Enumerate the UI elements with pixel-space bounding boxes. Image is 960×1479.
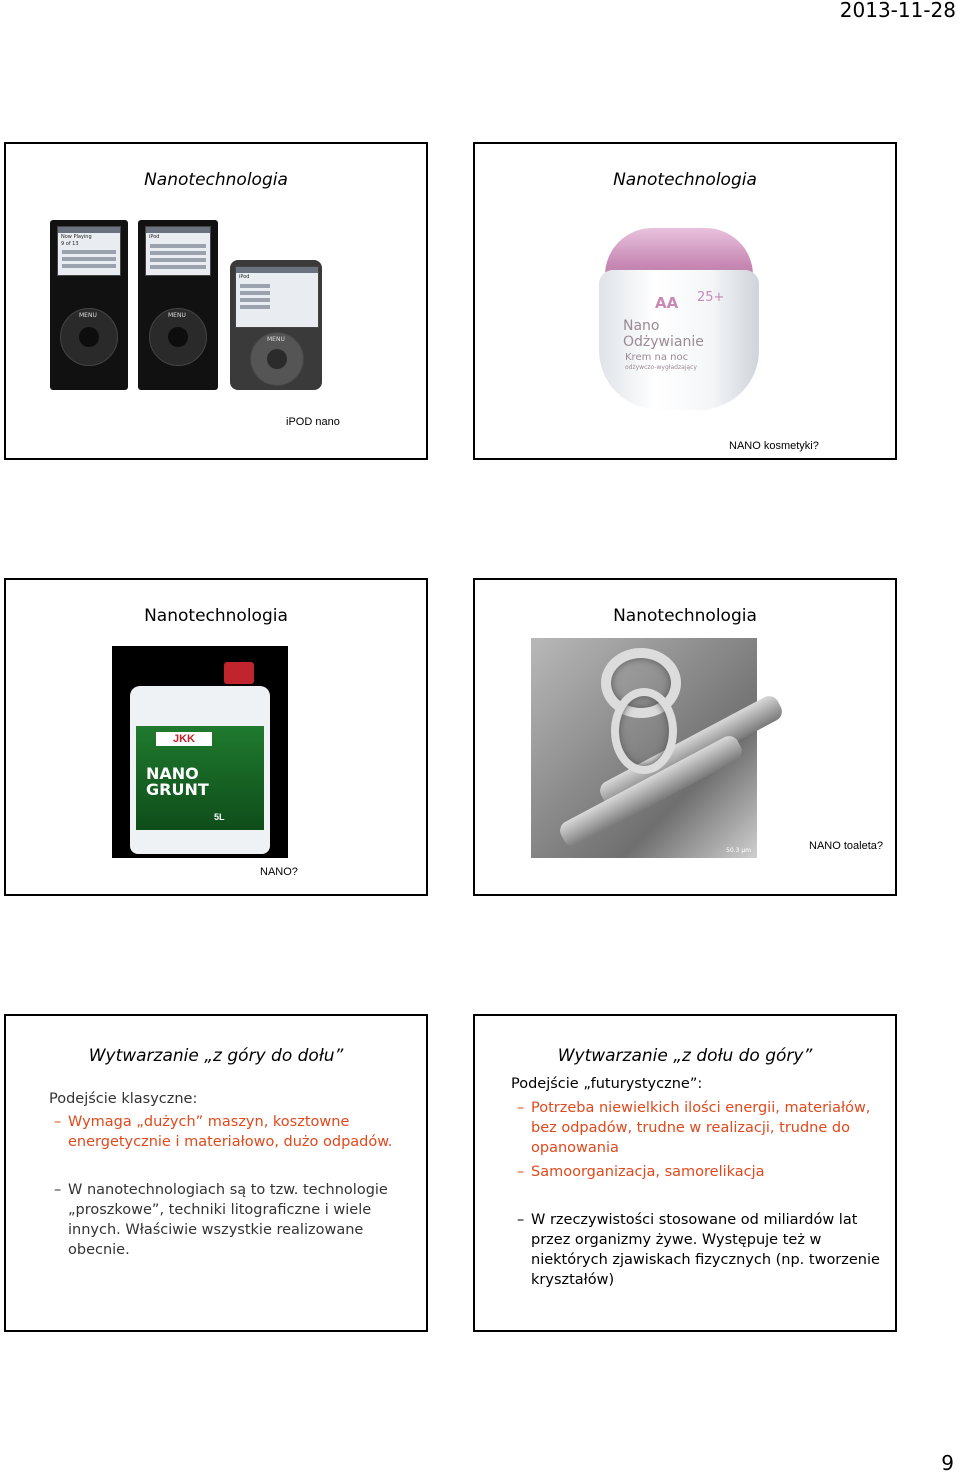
menu-label: MENU bbox=[267, 336, 285, 343]
jar-brand: AA bbox=[655, 294, 679, 312]
ipod-screen-title: iPod bbox=[239, 274, 250, 280]
bullet-item: – Potrzeba niewielkich ilości energii, materiałów, bez odpadów, trudne w realizacji, trudne do opanowania bbox=[517, 1100, 871, 1156]
slide-bottom-up bbox=[473, 1014, 897, 1332]
slide-intro: Podejście „futurystyczne”: bbox=[511, 1076, 703, 1092]
slide-title: Wytwarzanie „z góry do dołu” bbox=[88, 1046, 344, 1066]
jar-line4: odżywczo-wygładzający bbox=[625, 364, 697, 371]
slide-caption: NANO toaleta? bbox=[809, 840, 883, 852]
slide-ipod-nano bbox=[4, 142, 428, 460]
page-number: 9 bbox=[941, 1451, 954, 1475]
document-date: 2013-11-28 bbox=[839, 0, 956, 22]
jar-line2: Odżywianie bbox=[623, 334, 704, 350]
canister-logo: JKK bbox=[156, 732, 212, 746]
slide-caption: iPOD nano bbox=[286, 416, 340, 428]
slide-title: Nanotechnologia bbox=[613, 606, 757, 626]
menu-label: MENU bbox=[79, 312, 97, 319]
ipod-screen-sub: 9 of 13 bbox=[61, 241, 79, 247]
slide-top-down bbox=[4, 1014, 428, 1332]
canister-volume: 5L bbox=[214, 812, 225, 822]
canister-title: NANO GRUNT bbox=[146, 764, 209, 799]
slide-nano-cosmetics bbox=[473, 142, 897, 460]
slide-title: Nanotechnologia bbox=[144, 170, 288, 190]
ipod-image bbox=[138, 220, 218, 390]
menu-label: MENU bbox=[168, 312, 186, 319]
slide-title: Nanotechnologia bbox=[613, 170, 757, 190]
bullet-item: – W nanotechnologiach są to tzw. technologie „proszkowe”, techniki litograficzne i wiele innych. Właściwie wszystkie realizowane obecnie. bbox=[54, 1182, 388, 1258]
canister-cap bbox=[224, 662, 254, 684]
slide-nano-grunt bbox=[4, 578, 428, 896]
ipod-image bbox=[230, 260, 322, 390]
slide-caption: NANO kosmetyki? bbox=[729, 440, 819, 452]
slide-title: Wytwarzanie „z dołu do góry” bbox=[557, 1046, 813, 1066]
ipod-image bbox=[50, 220, 128, 390]
slide-caption: NANO? bbox=[260, 866, 298, 878]
slide-intro: Podejście klasyczne: bbox=[49, 1091, 198, 1107]
ipod-screen-title: Now Playing bbox=[61, 234, 92, 240]
sem-scale-label: 50.3 μm bbox=[726, 847, 751, 854]
bullet-item: – Wymaga „dużych” maszyn, kosztowne energetycznie i materiałowo, dużo odpadów. bbox=[54, 1114, 393, 1150]
bullet-item: – Samoorganizacja, samorelikacja bbox=[517, 1164, 765, 1180]
bullet-item: – W rzeczywistości stosowane od miliardów lat przez organizmy żywe. Występuje też w niektórych zjawiskach fizycznych (np. tworzenie kryształów) bbox=[517, 1212, 880, 1288]
sem-micrograph-image bbox=[531, 638, 757, 858]
jar-age: 25+ bbox=[697, 290, 725, 305]
ipod-screen-title: iPod bbox=[149, 234, 160, 240]
jar-line3: Krem na noc bbox=[625, 352, 689, 363]
jar-line1: Nano bbox=[623, 318, 660, 334]
slide-title: Nanotechnologia bbox=[144, 606, 288, 626]
slide-nano-toilet bbox=[473, 578, 897, 896]
